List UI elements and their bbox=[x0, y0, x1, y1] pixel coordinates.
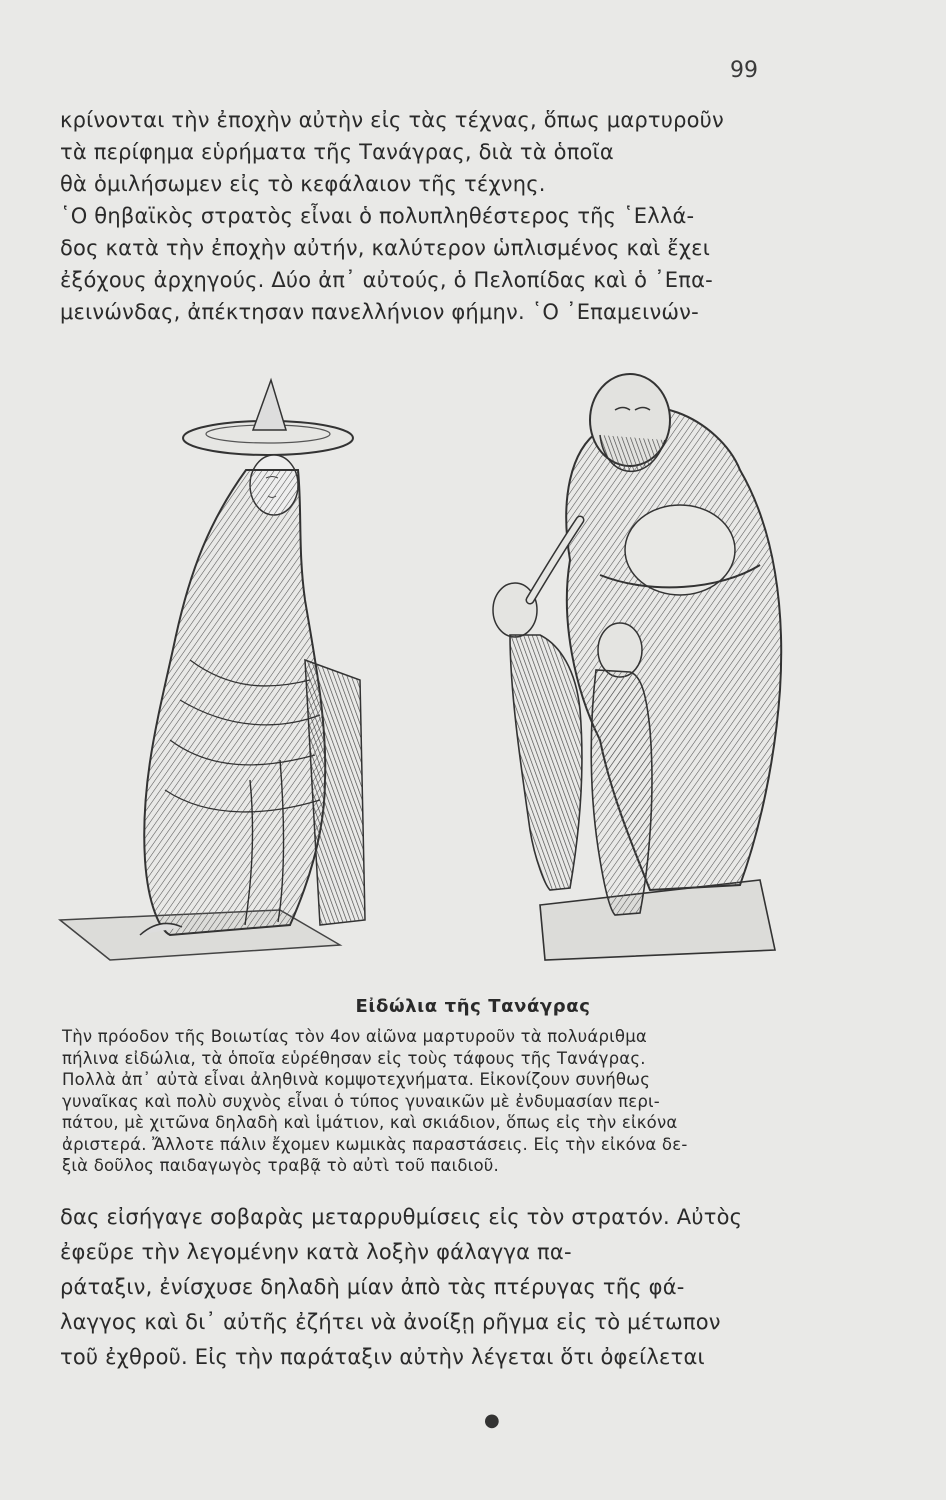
body-text-top bbox=[60, 104, 795, 328]
caption-title: Εἰδώλια τῆς Τανάγρας bbox=[355, 996, 591, 1017]
page-number: 99 bbox=[730, 58, 758, 83]
slave-tutor-figurine bbox=[493, 374, 781, 960]
caption-line: πάτου, μὲ χιτῶνα δηλαδὴ καὶ ἱμάτιον, καὶ σκιάδιον, ὅπως εἰς τὴν εἰκόνα bbox=[62, 1113, 678, 1132]
caption-line: πήλινα εἰδώλια, τὰ ὁποῖα εὑρέθησαν εἰς τοὺς τάφους τῆς Τανάγρας. bbox=[62, 1048, 646, 1068]
ink-blot: ● bbox=[484, 1410, 500, 1431]
text-line: ῾Ο θηβαϊκὸς στρατὸς εἶναι ὁ πολυπληθέστερος τῆς ῾Ελλά- bbox=[60, 204, 695, 228]
body-text-bottom bbox=[60, 1200, 795, 1375]
text-line: ἐξόχους ἀρχηγούς. Δύο ἀπ᾽ αὐτούς, ὁ Πελοπίδας καὶ ὁ ᾽Επα- bbox=[60, 268, 713, 292]
figurines-illustration bbox=[40, 360, 900, 970]
text-line: ράταξιν, ἐνίσχυσε δηλαδὴ μίαν ἀπὸ τὰς πτέρυγας τῆς φά- bbox=[60, 1275, 685, 1299]
text-line: δος κατὰ τὴν ἐποχὴν αὐτήν, καλύτερον ὡπλισμένος καὶ ἔχει bbox=[60, 236, 711, 260]
caption-line: γυναῖκας καὶ πολὺ συχνὸς εἶναι ὁ τύπος γυναικῶν μὲ ἐνδυμασίαν περι- bbox=[62, 1091, 660, 1111]
text-line: λαγγος καὶ δι᾽ αὐτῆς ἐζήτει νὰ ἀνοίξῃ ρῆγμα εἰς τὸ μέτωπον bbox=[60, 1310, 721, 1334]
caption-line: ἀριστερά. Ἄλλοτε πάλιν ἔχομεν κωμικὰς παραστάσεις. Εἰς τὴν εἰκόνα δε- bbox=[62, 1134, 688, 1154]
caption-body bbox=[62, 1026, 807, 1177]
text-line: μεινώνδας, ἀπέκτησαν πανελλήνιον φήμην. ῾Ο ᾽Επαμεινών- bbox=[60, 300, 699, 324]
caption-line: ξιὰ δοῦλος παιδαγωγὸς τραβᾷ τὸ αὐτὶ τοῦ παιδιοῦ. bbox=[62, 1156, 499, 1175]
text-line: ἐφεῦρε τὴν λεγομένην κατὰ λοξὴν φάλαγγα πα- bbox=[60, 1240, 572, 1264]
caption-line: Τὴν πρόοδον τῆς Βοιωτίας τὸν 4ον αἰῶνα μαρτυροῦν τὰ πολυάριθμα bbox=[62, 1027, 647, 1046]
caption-line: Πολλὰ ἀπ᾽ αὐτὰ εἶναι ἀληθινὰ κομψοτεχνήματα. Εἰκονίζουν συνήθως bbox=[62, 1070, 651, 1089]
text-line: κρίνονται τὴν ἐποχὴν αὐτὴν εἰς τὰς τέχνας, ὅπως μαρτυροῦν bbox=[60, 108, 724, 132]
text-line: τὰ περίφημα εὑρήματα τῆς Τανάγρας, διὰ τὰ ὁποῖα bbox=[60, 140, 614, 164]
text-line: θὰ ὁμιλήσωμεν εἰς τὸ κεφάλαιον τῆς τέχνης. bbox=[60, 172, 546, 196]
seated-woman-figurine bbox=[60, 380, 365, 960]
text-line: δας εἰσήγαγε σοβαρὰς μεταρρυθμίσεις εἰς τὸν στρατόν. Αὐτὸς bbox=[60, 1205, 743, 1229]
text-line: τοῦ ἐχθροῦ. Εἰς τὴν παράταξιν αὐτὴν λέγεται ὅτι ὀφείλεται bbox=[60, 1345, 705, 1369]
